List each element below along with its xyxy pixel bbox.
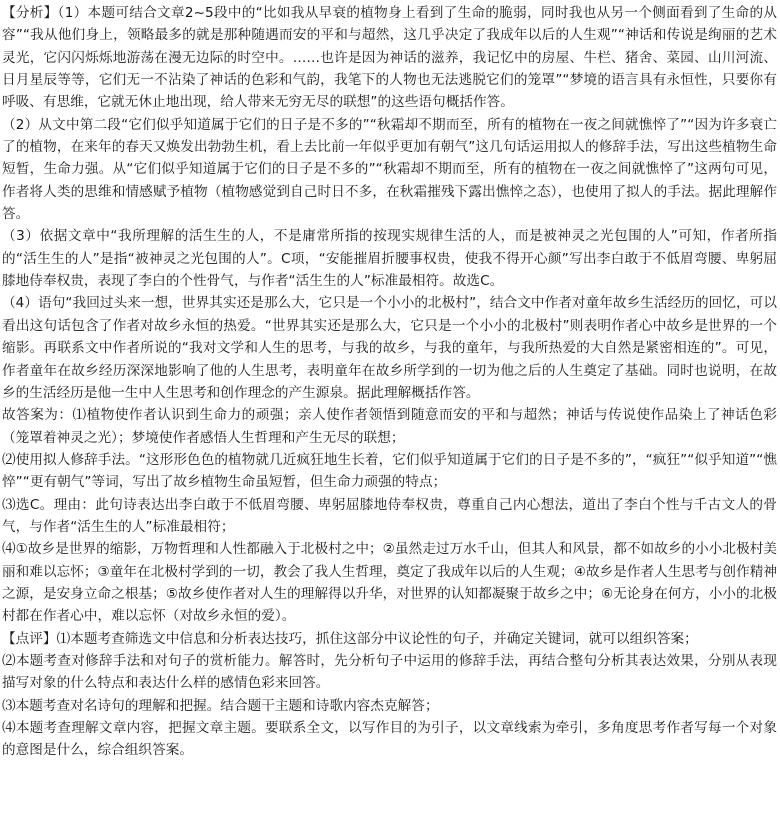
comment-1 xyxy=(2,628,777,650)
comment-3: ⑶本题考查对名诗句的理解和把握。结合题干主题和诗歌内容杰克解答； xyxy=(2,697,439,714)
answer-2: ⑵使用拟人修辞手法。“这形形色色的植物就几近疯狂地生长着，它们似乎知道属于它们的日子是不多的”，“疯狂”“似乎知道”“憔悴”“更有朝气”等词，写出了故乡植物生命虽短暂，但生命力顽强的特点； xyxy=(2,451,777,491)
comment-2: ⑵本题考查对修辞手法和对句子的赏析能力。解答时，先分析句子中运用的修辞手法，再结合整句分析其表达效果，分别从表现描写对象的什么特点和表达什么样的感情色彩来回答。 xyxy=(2,652,777,692)
answer-1: 故答案为：⑴植物使作者认识到生命力的顽强；亲人使作者领悟到随意而安的平和与超然；神话与传说使作品染上了神话色彩（笼罩着神灵之光）；梦境使作者感悟人生哲理和产生无尽的联想； xyxy=(2,407,777,446)
comment-tag: 【点评】 xyxy=(2,630,57,647)
analysis-part-1-text: （1）本题可结合文章2~5段中的“比如我从早衰的植物身上看到了生命的脆弱，同时我也从另一个侧面看到了生命的从容”“我从他们身上，领略最多的就是那种随遇而安的平和与超然，这几乎决定了我成年以后的人生观”“神话和传说是绚丽的艺术灵光，它闪闪烁烁地游荡在漫无边际的时空中。……也许是因为神话的滋养，我记忆中的房屋、牛栏、猪舍、菜园、山川河流、日月星辰等等，它们无一不沾染了神话的色彩和气韵，我笔下的人物也无法逃脱它们的笼罩”“梦境的语言具有永恒性，只要你有呼吸、有思维，它就无休止地出现，给人带来无穷无尽的联想”的这些语句概括作答。 xyxy=(2,5,778,111)
analysis-paragraph-3: （3）依据文章中“我所理解的活生生的人，不是庸常所指的按现实规律生活的人，而是被神灵之光包围的人”可知，作者所指的“活生生的人”是指“被神灵之光包围的人”。C项，“安能摧眉折腰事权贵，使我不得开心颜”写出李白敢于不低眉弯腰、卑躬屈膝地侍奉权贵，表现了李白的个性骨气，与作者“活生生的人”标准最相符。故选C。 xyxy=(2,228,777,290)
analysis-paragraph-2: （2）从文中第二段“它们似乎知道属于它们的日子是不多的”“秋霜却不期而至，所有的植物在一夜之间就憔悴了”“因为许多衰亡了的植物，在来年的春天又焕发出勃勃生机，看上去比前一年似乎更加有朝气”这几句话运用拟人的修辞手法，写出这些植物生命短暂，生命力强。从“它们似乎知道属于它们的日子是不多的”“秋霜却不期而至，所有的植物在一夜之间就憔悴了”这两句可见，作者将人类的思维和情感赋予植物（植物感觉到自己时日不多，在秋霜摧残下露出憔悴之态），也使用了拟人的手法。据此理解作答。 xyxy=(2,116,777,223)
analysis-tag: 【分析】 xyxy=(2,5,58,21)
comment-4: ⑷本题考查理解文章内容，把握文章主题。要联系全文，以写作目的为引子，以文章线索为牵引，多角度思考作者写每一个对象的意图是什么，综合组织答案。 xyxy=(2,720,777,759)
analysis-paragraph-1 xyxy=(2,2,777,114)
analysis-paragraph-4: （4）语句“我回过头来一想，世界其实还是那么大，它只是一个小小的北极村”，结合文中作者对童年故乡生活经历的回忆，可以看出这句话包含了作者对故乡永恒的热爱。“世界其实还是那么大，它只是一个小小的北极村”则表明作者心中故乡是世界的一个缩影。再联系文中作者所说的“我对文学和人生的思考，与我的故乡，与我的童年，与我所热爱的大自然是紧密相连的”。可见，作者童年在故乡经历深深地影响了他的人生思考，表明童年在故乡所学到的一切为他之后的人生奠定了基础。同时也说明，在故乡的生活经历是他一生中人生思考和创作理念的产生源泉。据此理解概括作答。 xyxy=(2,295,777,401)
answer-4: ⑷①故乡是世界的缩影，万物哲理和人性都融入于北极村之中；②虽然走过万水千山，但其人和风景，都不如故乡的小小北极村美丽和难以忘怀；③童年在北极村学到的一切，教会了我人生哲理，奠定了我成年以后的人生观；④故乡是作者人生思考与创作精神之源，是安身立命之根基；⑤故乡使作者对人生的理解得以升华，对世界的认知都凝聚于故乡之中；⑥无论身在何方，小小的北极村都在作者心中，难以忘怀（对故乡永恒的爱）。 xyxy=(2,541,777,625)
answer-3: ⑶选C。理由：此句诗表达出李白敢于不低眉弯腰、卑躬屈膝地侍奉权贵，尊重自己内心想法，道出了李白个性与千古文人的骨气，与作者“活生生的人”标准最相符； xyxy=(2,496,777,535)
comment-1-text: ⑴本题考查筛选文中信息和分析表达技巧，抓住这部分中议论性的句子，并确定关键词，就可以组织答案； xyxy=(56,630,698,647)
